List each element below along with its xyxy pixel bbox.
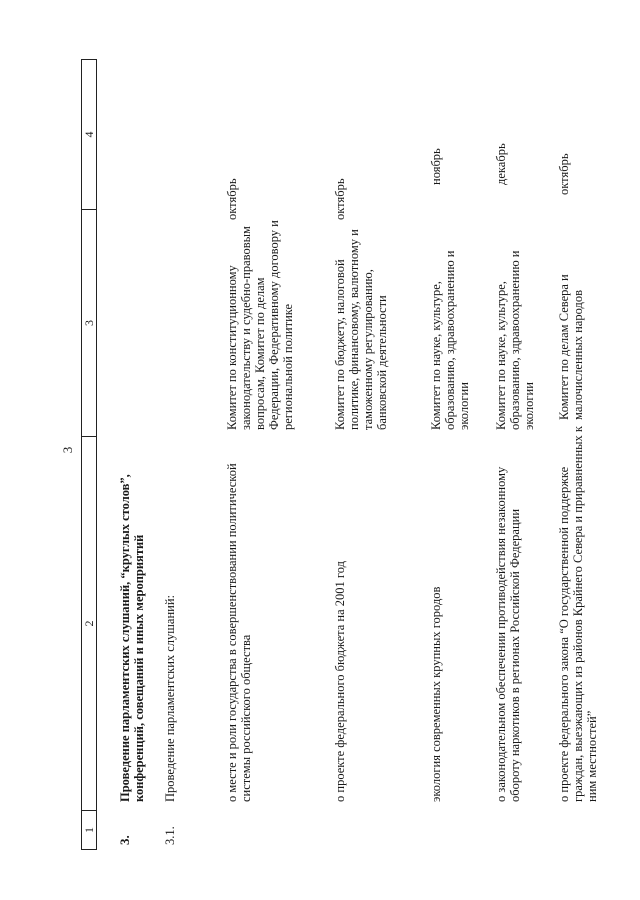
table-row-5-month: октябрь — [557, 153, 571, 195]
table-row-3-month: ноябрь — [429, 148, 443, 185]
table-row-3-topic: экология современных крупных городов — [429, 586, 443, 802]
section-title: Проведение парламентских слушаний, “круглых столов”, конференций, совещаний и иных мероприятий — [118, 474, 146, 802]
table-row-5-committee: Комитет по делам Севера и малочисленных народов — [557, 274, 585, 420]
column-header-label: 3 — [82, 320, 96, 326]
table-row-3-committee: Комитет по науке, культуре, образованию, здравоохранению и экологии — [429, 250, 471, 430]
table-row-5-topic: о проекте федерального закона “О государственной поддержке граждан, выезжающих из районов Крайнего Севера и приравненных к ним местностей” — [557, 426, 599, 802]
table-row-2-month: октябрь — [333, 178, 347, 220]
page-number: 3 — [60, 446, 75, 454]
table-row-4-topic: о законодательном обеспечении противодействия незаконному обороту наркотиков в регионах Российской Федерации — [494, 466, 522, 802]
table-row-1-topic: о месте и роли государства в совершенствовании политической системы российского общества — [225, 463, 253, 802]
table-row-2-committee: Комитет по бюджету, налоговой политике, финансовому, валютному и таможенному регулированию, банковской деятельности — [333, 229, 389, 430]
table-row-2-topic: о проекте федерального бюджета на 2001 год — [333, 561, 347, 802]
column-header-label: 4 — [82, 131, 96, 138]
subsection-title: Проведение парламентских слушаний: — [163, 594, 177, 802]
column-header-4 — [81, 59, 97, 210]
table-row-4-committee: Комитет по науке, культуре, образованию, здравоохранению и экологии — [494, 250, 536, 430]
subsection-number: 3.1. — [163, 826, 177, 845]
column-header-2 — [81, 436, 97, 811]
column-header-label: 2 — [82, 620, 96, 627]
rotated-content — [60, 50, 599, 850]
column-header-3 — [81, 209, 97, 437]
column-header-1 — [81, 810, 97, 850]
section-number: 3. — [117, 835, 132, 845]
table-row-1-committee: Комитет по конституционному законодательству и судебно-правовым вопросам, Комитет по делам Федерации, Федеративному договору и региональной политике — [225, 220, 295, 430]
column-header-label: 1 — [82, 827, 96, 833]
table-row-4-month: декабрь — [494, 143, 508, 185]
table-row-1-month: октябрь — [225, 178, 239, 220]
